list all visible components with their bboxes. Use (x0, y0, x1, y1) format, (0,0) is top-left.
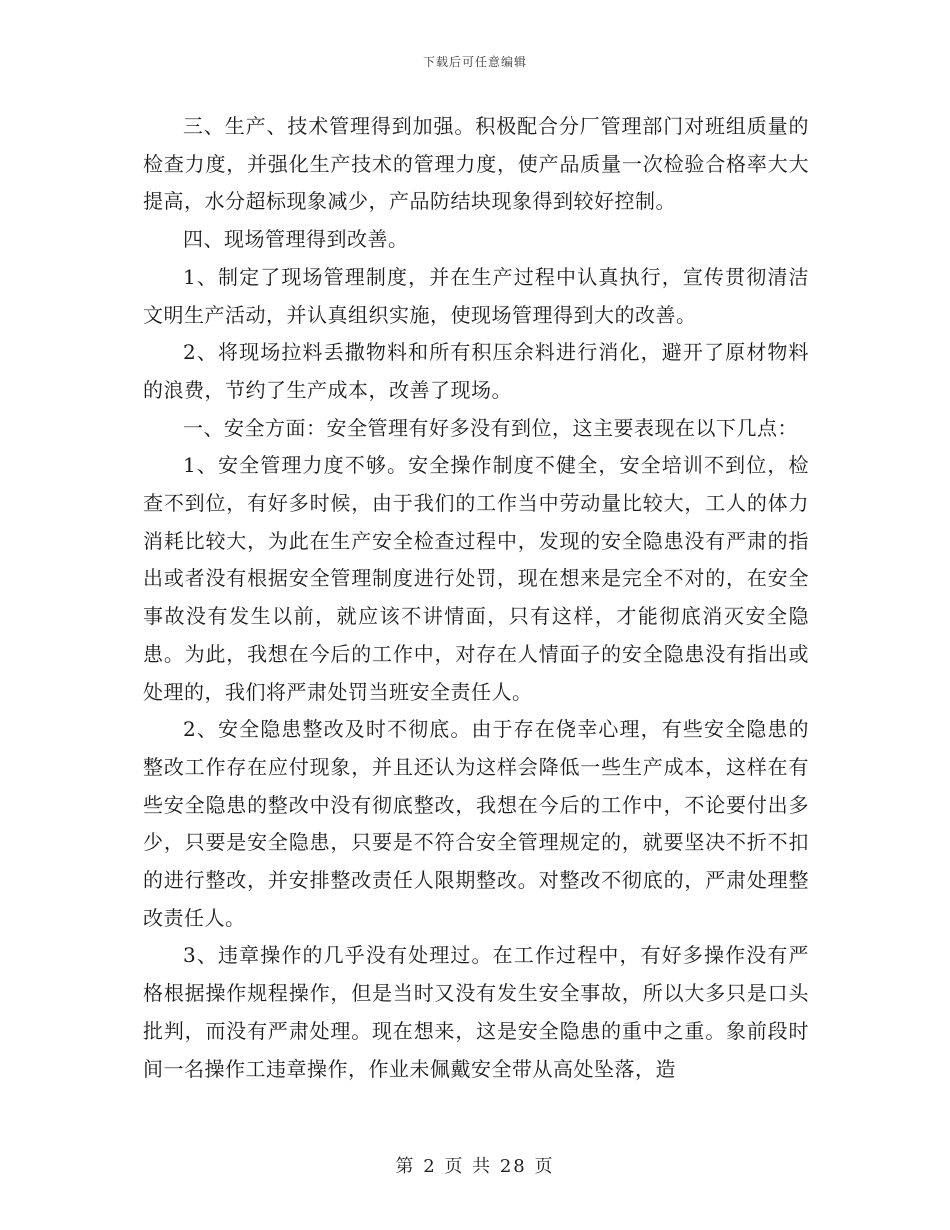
paragraph: 一、安全方面：安全管理有好多没有到位，这主要表现在以下几点： (183, 415, 798, 440)
paragraph: 1、制定了现场管理制度，并在生产过程中认真执行，宣传贯彻清洁文明生产活动，并认真组织实施，使现场管理得到大的改善。 (143, 264, 809, 327)
paragraph: 三、生产、技术管理得到加强。积极配合分厂管理部门对班组质量的检查力度，并强化生产技术的管理力度，使产品质量一次检验合格率大大提高，水分超标现象减少，产品防结块现象得到较好控制。 (143, 114, 809, 214)
paragraph: 2、安全隐患整改及时不彻底。由于存在侥幸心理，有些安全隐患的整改工作存在应付现象，并且还认为这样会降低一些生产成本，这样在有些安全隐患的整改中没有彻底整改，我想在今后的工作中，不论要付出多少，只要是安全隐患，只要是不符合安全管理规定的，就要坚决不折不扣的进行整改，并安排整改责任人限期整改。对整改不彻底的，严肃处理整改责任人。 (143, 717, 809, 930)
page-header: 下载后可任意编辑 (422, 55, 527, 69)
paragraph: 1、安全管理力度不够。安全操作制度不健全，安全培训不到位，检查不到位，有好多时候，由于我们的工作当中劳动量比较大，工人的体力消耗比较大，为此在生产安全检查过程中，发现的安全隐患没有严肃的指出或者没有根据安全管理制度进行处罚，现在想来是完全不对的，在安全事故没有发生以前，就应该不讲情面，只有这样，才能彻底消灭安全隐患。为此，我想在今后的工作中，对存在人情面子的安全隐患没有指出或处理的，我们将严肃处罚当班安全责任人。 (143, 453, 809, 704)
document-body (143, 108, 809, 1088)
paragraph: 2、将现场拉料丢撒物料和所有积压余料进行消化，避开了原材物料的浪费，节约了生产成本，改善了现场。 (143, 340, 809, 402)
paragraph: 3、违章操作的几乎没有处理过。在工作过程中，有好多操作没有严格根据操作规程操作，但是当时又没有发生安全事故，所以大多只是口头批判，而没有严肃处理。现在想来，这是安全隐患的重中之重。象前段时间一名操作工违章操作，作业未佩戴安全带从高处坠落，造 (143, 943, 809, 1081)
paragraph: 四、现场管理得到改善。 (183, 227, 409, 252)
page-number-footer: 第 2 页 共 28 页 (395, 1156, 555, 1177)
